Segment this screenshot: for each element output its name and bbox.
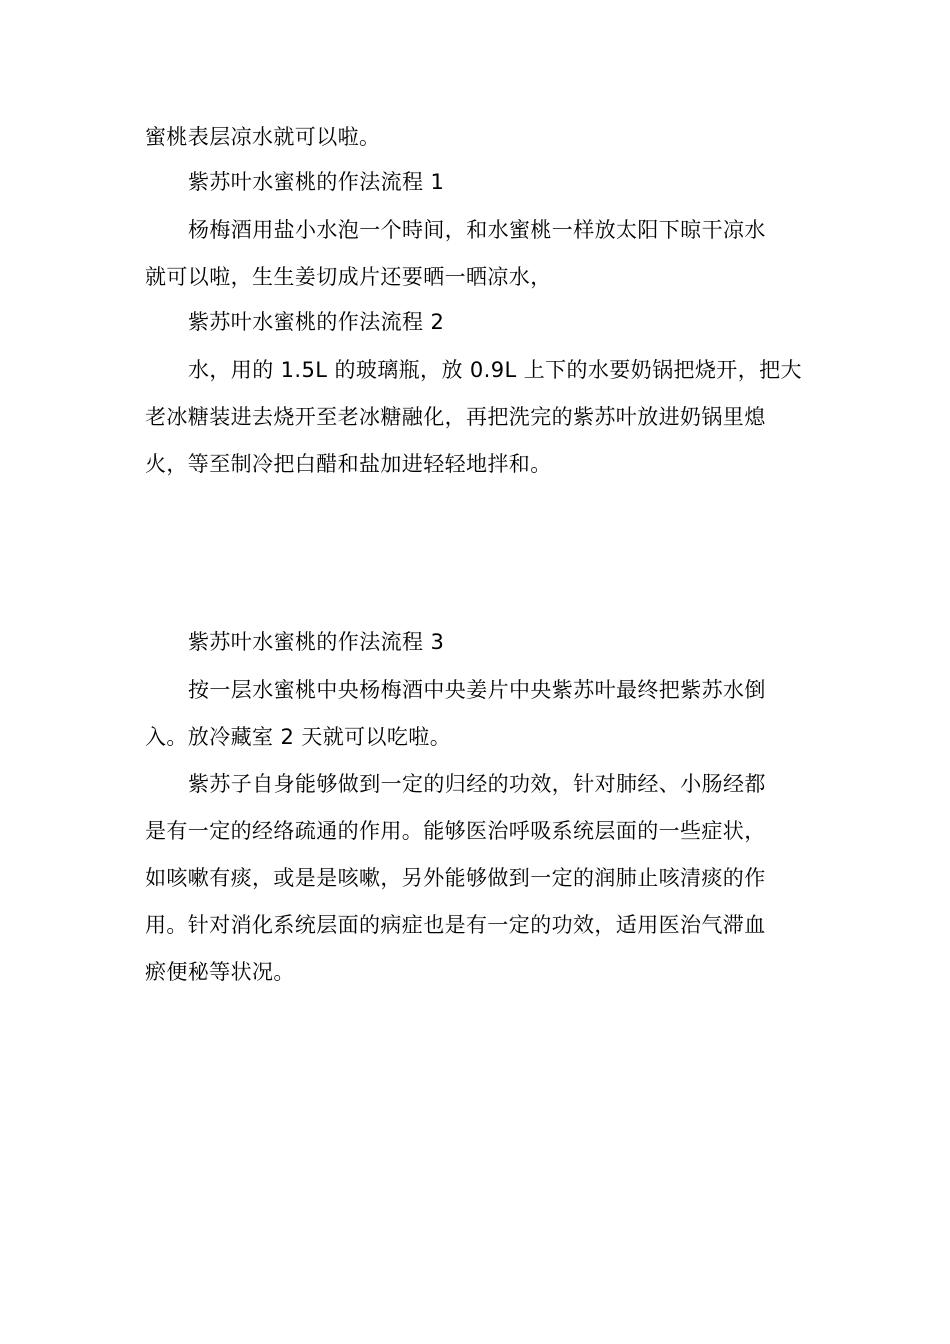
text-line: 蜜桃表层凉水就可以啦。	[145, 125, 381, 149]
section-heading: 紫苏叶水蜜桃的作法流程 3	[188, 630, 445, 654]
text-line: 入。放冷藏室 2 天就可以吃啦。	[145, 725, 452, 749]
section-heading: 紫苏叶水蜜桃的作法流程 1	[188, 170, 445, 194]
text-line: 老冰糖装进去烧开至老冰糖融化，再把洗完的紫苏叶放进奶锅里熄	[145, 405, 766, 429]
text-line: 紫苏子自身能够做到一定的归经的功效，针对肺经、小肠经都	[188, 772, 766, 796]
text-line: 用。针对消化系统层面的病症也是有一定的功效，适用医治气滞血	[145, 913, 766, 937]
text-line: 杨梅酒用盐小水泡一个時间，和水蜜桃一样放太阳下晾干凉水	[188, 218, 766, 242]
text-line: 火，等至制冷把白醋和盐加进轻轻地拌和。	[145, 452, 552, 476]
text-line: 水，用的 1.5L 的玻璃瓶，放 0.9L 上下的水要奶锅把烧开，把大	[188, 358, 802, 382]
section-heading: 紫苏叶水蜜桃的作法流程 2	[188, 310, 445, 334]
text-line: 是有一定的经络疏通的作用。能够医治呼吸系统层面的一些症状，	[145, 819, 766, 843]
text-line: 如咳嗽有痰，或是是咳嗽，另外能够做到一定的润肺止咳清痰的作	[145, 866, 766, 890]
text-line: 按一层水蜜桃中央杨梅酒中央姜片中央紫苏叶最终把紫苏水倒	[188, 678, 766, 702]
text-line: 瘀便秘等状况。	[145, 960, 295, 984]
text-line: 就可以啦，生生姜切成片还要晒一晒凉水，	[145, 265, 552, 289]
